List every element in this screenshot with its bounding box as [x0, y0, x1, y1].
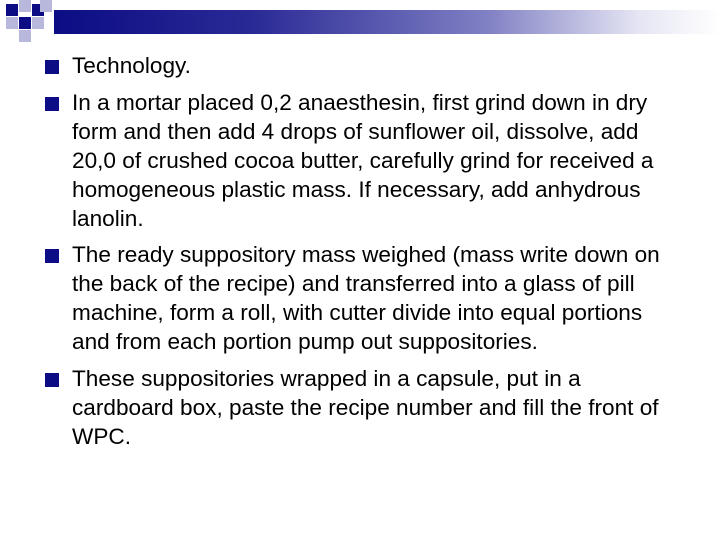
decor-square [19, 17, 31, 29]
list-item [44, 51, 684, 80]
decor-square [6, 17, 18, 29]
bullet-list [44, 51, 684, 458]
decor-square [32, 17, 44, 29]
header-decoration [0, 0, 720, 45]
square-bullet-icon [45, 373, 59, 387]
bullet-text: Technology. [72, 53, 191, 78]
bullet-text: In a mortar placed 0,2 anaesthesin, first grind down in dry form and then add 4 drops of sunflower oil, dissolve, add 20,0 of crushed cocoa butter, carefully grind for received a homogeneous plastic mass. If necessary, add anhydrous lanolin. [72, 89, 654, 231]
decor-square [40, 0, 52, 12]
bullet-text: These suppositories wrapped in a capsule, put in a cardboard box, paste the recipe number and fill the front of WPC. [72, 365, 659, 449]
list-item [44, 88, 684, 233]
decor-square [6, 4, 18, 16]
decor-square [19, 0, 31, 12]
square-bullet-icon [45, 97, 59, 111]
list-item [44, 364, 684, 451]
bullet-text: The ready suppository mass weighed (mass write down on the back of the recipe) and transferred into a glass of pill machine, form a roll, with cutter divide into equal portions and from each portion pump out suppositories. [72, 242, 660, 354]
decor-square [19, 30, 31, 42]
square-bullet-icon [45, 60, 59, 74]
square-bullet-icon [45, 249, 59, 263]
header-gradient-bar [54, 10, 720, 34]
list-item [44, 240, 684, 356]
